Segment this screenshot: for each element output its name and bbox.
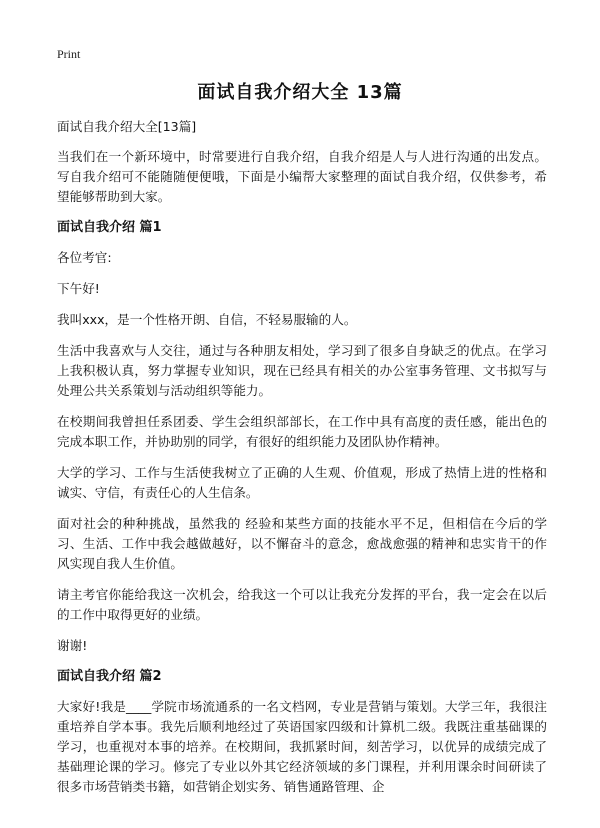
document-content xyxy=(57,117,547,808)
section-1-paragraph: 请主考官你能给我这一次机会，给我这一个可以让我充分发挥的平台，我一定会在以后的工作中取得更好的业绩。 xyxy=(57,587,547,622)
section-2-heading: 面试自我介绍 篇2 xyxy=(57,669,162,684)
section-1-paragraph: 我叫xxx，是一个性格开朗、自信，不轻易服输的人。 xyxy=(57,312,357,327)
section-1-heading: 面试自我介绍 篇1 xyxy=(57,220,162,235)
subtitle: 面试自我介绍大全[13篇] xyxy=(57,119,197,134)
section-1-paragraph: 谢谢! xyxy=(57,638,88,653)
section-2-paragraph: 大家好!我是____学院市场流通系的一名文档网，专业是营销与策划。大学三年，我很注重培养自学本事。我先后顺利地经过了英语国家四级和计算机二级。我既注重基础课的学习，也重视对本事的培养。在校期间，我抓紧时间，刻苦学习，以优异的成绩完成了基础理论课的学习。修完了专业以外其它经济领域的多门课程，并利用课余时间研读了很多市场营销类书籍，如营销企划实务、销售通路管理、企 xyxy=(57,699,547,794)
section-1-paragraph: 大学的学习、工作与生活使我树立了正确的人生观、价值观，形成了热情上进的性格和诚实、守信，有责任心的人生信条。 xyxy=(57,465,547,500)
intro-paragraph: 当我们在一个新环境中，时常要进行自我介绍，自我介绍是人与人进行沟通的出发点。写自我介绍可不能随随便便哦，下面是小编帮大家整理的面试自我介绍，仅供参考，希望能够帮助到大家。 xyxy=(57,149,547,204)
section-1-paragraph: 下午好! xyxy=(57,281,100,296)
section-1-paragraph: 面对社会的种种挑战，虽然我的 经验和某些方面的技能水平不足，但相信在今后的学习、生活、工作中我会越做越好，以不懈奋斗的意念，愈战愈强的精神和忠实肯干的作风实现自我人生价值。 xyxy=(57,516,547,571)
section-1-paragraph: 在校期间我曾担任系团委、学生会组织部部长，在工作中具有高度的责任感，能出色的完成本职工作，并协助别的同学，有很好的组织能力及团队协作精神。 xyxy=(57,414,547,449)
section-1-paragraph: 生活中我喜欢与人交往，通过与各种朋友相处，学习到了很多自身缺乏的优点。在学习上我积极认真，努力掌握专业知识，现在已经具有相关的办公室事务管理、文书拟写与处理公共关系策划与活动组织等能力。 xyxy=(57,343,547,398)
print-label[interactable]: Print xyxy=(57,47,81,61)
page-title: 面试自我介绍大全 13篇 xyxy=(197,82,403,103)
section-1-paragraph: 各位考官: xyxy=(57,250,112,265)
